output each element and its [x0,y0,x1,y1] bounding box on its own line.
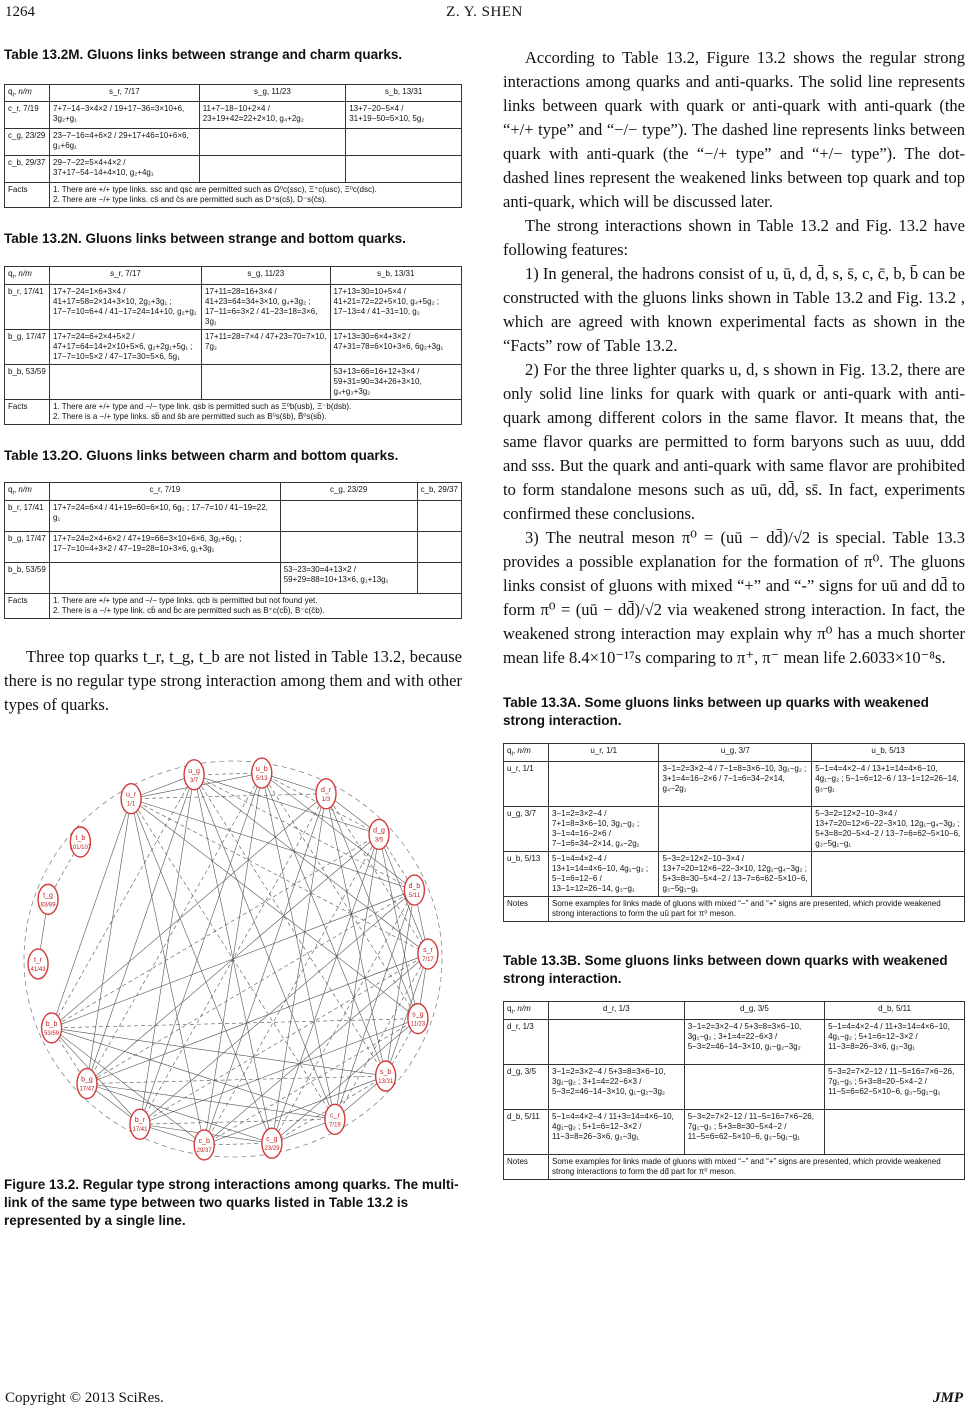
quark-node [369,820,389,850]
column-header: s_g, 11/23 [202,267,331,285]
table-cell: 53+13=66=16+12+3×4 / 59+31=90=34+26+3×10, g₄+g₃+3g₂ [330,364,461,399]
fact-item: 1. There are +/+ type links. ssc and qsc are permitted such as Ω⁰c(ssc), Ξ⁺c(usc), Ξ⁰c(dsc). [53,185,377,195]
table-cell: 5−3=2=7×2−12 / 11−5=16=7×6−26, 7g₁−g₃ ; 5+3=8=20−5×4−2 / 11−5=6=62−5×10−6, g₃−5g₁−g₁ [825,1065,965,1110]
table-cell: 5−1=4=4×2−4 / 13+1=14=4×6−10, 4g₁−g₂ ; 5−1=6=12−6 / 13−1=12=26−14, g₃−g₁ [812,762,965,807]
table-header-row [5,84,462,102]
row-label: d_b, 5/11 [504,1110,549,1155]
table-cell [825,1110,965,1155]
quark-node [28,949,48,979]
table-13-3b-caption: Table 13.3B. Some gluons links between down quarks with weakened strong interaction. [503,953,948,986]
corner-cell: $q_i$, n/m [504,1002,549,1020]
quark-node-ratio: 1/1 [126,802,136,809]
notes-text: Some examples for links made of gluons with mixed “−” and “+” signs are presented, which provide weakened strong interactions to form the dd̄ part for π⁰ meson. [552,1157,941,1177]
quark-link [272,794,326,1143]
facts-label: Notes [504,1155,549,1180]
row-label: b_r, 17/41 [5,501,50,532]
quark-node [262,1129,282,1159]
table-row [5,364,462,399]
facts-row [5,183,462,208]
quark-link [131,794,326,799]
quark-node [42,1013,62,1043]
table-cell: 5−3=2=12×2−10−3×4 / 13+7=20=12×6−22−3×10, 12g₁−g₄−3g₂ ; 5+3=8=20−5×4−2 / 13−7=6=62−5×10−6, g₃−5g₁−g₁ [812,807,965,852]
table-cell [659,807,812,852]
table-13-2n-caption: Table 13.2N. Gluons links between strange and bottom quarks. [4,231,406,247]
quark-node-label: c_g [266,1136,278,1144]
quark-node-label: u_b [255,766,268,774]
table-cell [199,156,346,183]
table-cell: 13+7−20−5×4 / 31+19−50=5×10, 5g₂ [346,102,462,129]
row-label: c_g, 23/29 [5,129,50,156]
table-row [504,762,965,807]
facts-cell [549,897,965,922]
quark-node-label: c_b [198,1138,210,1146]
quark-node [184,760,204,790]
quark-node-ratio: 3/5 [374,837,384,844]
table-cell: 3−1=2=3×2−4 / 5+3=8=3×6−10, 3g₁−g₂ ; 3+1=4=22−6×3 / 5−3=2=46−14−3×10, g₁−g₂−3g₂ [684,1020,824,1065]
row-label: b_r, 17/41 [5,284,50,329]
table-cell: 23−7−16=4+6×2 / 29+17+46=10+6×6, g₂+6g₁ [50,129,200,156]
row-label: u_r, 1/1 [504,762,549,807]
fact-item: 1. There are +/+ type and −/− type link. qsb is permitted such as Ξ⁰b(usb), Ξ⁻b(dsb). [53,401,352,411]
quark-link [194,775,386,1076]
table-cell: 17+13=30=10+5×4 / 41+21=72=22+5×10, g₄+5g₂ ; 17−13=4 / 41−31=10, g₂ [330,284,461,329]
fact-item: 2. There is a −/+ type links. sb̄ and s̄b are permitted such as B⁰s(s̄b), B̄⁰s(sb̄). [53,411,327,421]
paragraph-feature-3: 3) The neutral meson π⁰ = (uū − dd̄)/√2 is special. Table 13.3 provides a possible explanation for the formation of π⁰. The gluons links consist of gluons with mixed “+” and “-” signs for uū and dd̄ to form π⁰ = (uū − dd̄)/√2 via weakened strong interaction. In fact, the weakened strong interaction may explain why π⁰ has a much shorter mean life 8.4×10⁻¹⁷s comparing to π⁺, π⁻ mean life 2.6033×10⁻⁸s. [503,528,965,667]
table-cell: 17+7=24=6+2×4+5×2 / 47+17=64=14+2×10+5×6, g₂+2g₁+5g₁ ; 17−7=10=5×2 / 47−17=30=5×6, 5g₁ [50,329,202,364]
figure-13-2 [4,747,462,1172]
table-row [504,852,965,897]
quark-link [87,1084,335,1120]
table-cell: 17+7=24=2×4+6×2 / 47+19=66=3×10+6×6, 3g₁+6g₁ ; 17−7=10=4+3×2 / 47−19=28=10+3×6, g₁+3g₁ [50,532,281,563]
quark-node-ratio: 83/89 [40,902,56,909]
table-cell [280,532,417,563]
quark-node-label: s_r [423,947,433,955]
column-header: s_r, 7/17 [50,267,202,285]
quark-node-label: b_b [45,1021,58,1029]
table-cell [50,563,281,594]
table-cell [202,364,331,399]
quark-link [140,773,262,1124]
table-row [504,807,965,852]
paragraph-feature-1: 1) In general, the hadrons consist of u, ū, d, d̄, s, s̄, c, c̄, b, b̄ can be constructed with the gluons links shown in Table 13.2 and Fig. 13.2 , which are agreed with known experimental facts as shown in the “Facts” row of Table 13.2. [503,264,965,355]
quark-link [87,799,131,1084]
table-cell: 3−1=2=3×2−4 / 7−1=8=3×6−10, 3g₁−g₂ ; 3+1=4=16−2×6 / 7−1=6=34−2×14, g₄−2g₁ [659,762,812,807]
facts-label: Facts [5,183,50,208]
table-13-2m [4,84,462,209]
column-header: s_g, 11/23 [199,84,346,102]
row-label: c_b, 29/37 [5,156,50,183]
journal-name: JMP [933,1390,963,1406]
facts-row [504,1155,965,1180]
facts-cell [50,183,462,208]
quark-node [252,758,272,788]
table-cell [684,1065,824,1110]
quark-node-label: u_r [126,792,137,800]
quark-link [140,775,194,1124]
column-header: u_g, 3/7 [659,744,812,762]
table-13-3b [503,1001,965,1180]
corner-cell: $q_i$, n/m [504,744,549,762]
table-cell: 5−3=2=7×2−12 / 11−5=16=7×6−26, 7g₁−g₃ ; 5+3=8=30−5×4−2 / 11−5=6=62−5×10−6, g₃−5g₁−g₁ [684,1110,824,1155]
quark-node-ratio: 13/31 [378,1079,394,1086]
quark-link [87,890,414,1084]
table-row [5,501,462,532]
row-label: d_r, 1/3 [504,1020,549,1065]
quark-link [194,775,428,954]
quark-node-ratio: 1/3 [321,797,331,804]
quark-node [130,1110,150,1140]
quark-node-ratio: 23/29 [264,1146,280,1153]
facts-row [5,594,462,619]
table-cell: 5−1=4=4×2−4 / 13+1=14=4×6−10, 4g₁−g₂ ; 5−1=6=12−6 / 13−1=12=26−14, g₃−g₁ [549,852,659,897]
quark-link [204,835,379,1146]
quark-link [204,794,326,1145]
table-cell: 5−3=2=12×2−10−3×4 / 13+7=20=12×6−22−3×10, 12g₁−g₄−3g₂ ; 5+3=8=30−5×4−2 / 13−7=6=62−5×10−6, g₃−5g₁−g₁ [659,852,812,897]
right-column [503,46,965,1180]
table-row [5,156,462,183]
table-13-3a-caption: Table 13.3A. Some gluons links between up quarks with weakened strong interaction. [503,695,929,728]
quark-node-label: b_r [134,1117,146,1125]
facts-cell [50,399,462,424]
table-cell: 5−1=4=4×2−4 / 11+3=14=4×6−10, 4g₁−g₂ ; 5+1=6=12−3×2 / 11−3=8=26−3×6, g₃−3g₁ [549,1110,685,1155]
table-header-row [5,267,462,285]
quark-link [87,1084,272,1144]
quark-node-ratio: 5/13 [255,776,268,783]
column-header: d_b, 5/11 [825,1002,965,1020]
table-cell: 29−7−22=5×4+4×2 / 37+17−54−14+4×10, g₂+4g₁ [50,156,200,183]
quark-node-label: d_r [320,787,332,795]
row-label: c_r, 7/19 [5,102,50,129]
quark-link-diagram [4,747,462,1172]
table-cell [346,129,462,156]
quark-node-label: d_g [373,827,385,835]
table-cell [280,501,417,532]
paragraph-intro: According to Table 13.2, Figure 13.2 shows the regular strong interactions among quarks and anti-quarks. The solid line represents links between quark with quark or anti-quark with anti-quark (the “+/+ type” and “−/− type”). The dashed line represents links between quark with anti-quark (the “−/+ type” and “+/− type”). The dot-dashed lines represent the weakened links between top quark and top anti-quark, which will be discussed later. [503,48,965,211]
table-cell: 3−1=2=3×2−4 / 7+1=8=3×6−10, 3g₁−g₂ ; 3−1=4=16−2×6 / 7−1=6=34−2×14, g₄−2g₁ [549,807,659,852]
quark-link [335,890,414,1119]
quark-link [87,954,428,1084]
quark-node-label: s_b [379,1069,392,1077]
table-header-row [504,1002,965,1020]
row-label: b_g, 17/47 [5,329,50,364]
facts-row [5,399,462,424]
column-header: u_b, 5/13 [812,744,965,762]
quark-link [52,1028,205,1145]
table-13-3a [503,743,965,922]
table-cell: 17+7=24=6×4 / 41+19=60=6×10, 6g₂ ; 17−7=10 / 41−19=22, g₁ [50,501,281,532]
table-row [5,284,462,329]
fact-item: 2. There is a −/+ type link. cb̄ and b̄c are permitted such as B⁺c(cb̄), B⁻c(c̄b). [53,606,325,616]
table-row [504,1110,965,1155]
quark-node-ratio: 41/43 [30,967,46,974]
quark-node-ratio: 11/23 [410,1022,426,1029]
quark-node-label: s_g [412,1012,424,1020]
quark-node [418,939,438,969]
page-number: 1264 [5,4,35,20]
column-header: c_g, 23/29 [280,483,417,501]
quark-node-ratio: 17/41 [132,1127,148,1134]
column-header: c_r, 7/19 [50,483,281,501]
quark-node-ratio: 5/11 [408,893,421,900]
table-cell [417,501,461,532]
row-label: u_g, 3/7 [504,807,549,852]
quark-node [121,784,141,814]
row-label: b_b, 53/59 [5,563,50,594]
quark-link [326,794,428,954]
quark-node-label: t_g [43,892,53,900]
table-cell: 5−1=4=4×2−4 / 11+3=14=4×6−10, 4g₁−g₂ ; 5+1=6=12−3×2 / 11−3=8=26−3×6, g₃−3g₁ [825,1020,965,1065]
running-author: Z. Y. SHEN [446,4,523,20]
column-header: d_g, 3/5 [684,1002,824,1020]
table-cell [549,1020,685,1065]
row-label: u_b, 5/13 [504,852,549,897]
row-label: d_g, 3/5 [504,1065,549,1110]
table-cell [50,364,202,399]
facts-cell [549,1155,965,1180]
column-header: c_b, 29/37 [417,483,461,501]
quark-node-ratio: 17/47 [79,1087,95,1094]
left-column [4,46,462,1229]
copyright: Copyright © 2013 SciRes. [5,1390,164,1406]
quark-node-ratio: 3/7 [189,778,199,785]
table-cell [417,532,461,563]
column-header: s_b, 13/31 [330,267,461,285]
quark-link [52,775,194,1028]
table-cell [812,852,965,897]
quark-node-label: t_r [33,957,43,965]
quark-node [408,1004,428,1034]
facts-label: Facts [5,399,50,424]
corner-cell: $q_i$, n/m [5,483,50,501]
quark-link [262,773,418,1019]
facts-label: Notes [504,897,549,922]
table-cell: 11+7−18−10+2×4 / 23+19+42=22+2×10, g₄+2g₂ [199,102,346,129]
table-13-2o [4,482,462,619]
column-header: u_r, 1/1 [549,744,659,762]
table-row [5,563,462,594]
facts-cell [50,594,462,619]
quark-link [335,954,428,1119]
page-header [0,4,969,30]
quark-node-label: u_g [188,768,200,776]
column-header: s_b, 13/31 [346,84,462,102]
quark-link [140,954,428,1124]
paragraph-features: The strong interactions shown in Table 13.2 and Fig. 13.2 have following features: [503,216,965,259]
table-row [5,129,462,156]
quark-node-ratio: 29/37 [196,1148,212,1155]
quark-node-label: d_b [408,883,421,891]
table-header-row [504,744,965,762]
figure-13-2-caption: Figure 13.2. Regular type strong interactions among quarks. The multi-link of the same type between two quarks listed in Table 13.2 is represented by a single line. [4,1177,459,1228]
table-13-2o-caption: Table 13.2O. Gluons links between charm and bottom quarks. [4,447,399,463]
quark-node-ratio: 53/59 [44,1031,60,1038]
row-label: b_g, 17/47 [5,532,50,563]
quark-node [316,779,336,809]
top-quark-note: Three top quarks t_r, t_g, t_b are not listed in Table 13.2, because there is no regular type strong interaction among them and with other types of quarks. [4,647,462,715]
quark-link [386,890,415,1076]
table-13-2m-caption: Table 13.2M. Gluons links between strange and charm quarks. [4,47,403,62]
paragraph-feature-2: 2) For the three lighter quarks u, d, s shown in Fig. 13.2, there are only solid line links for quark with quark or anti-quark with anti-quark among different colors in the same flavor. It means that, the same flavor quarks are permitted to form baryons such as uuu, ddd and sss. But the quark and anti-quark with same flavor are prohibited to form standalone mesons such as uū, dd̄, ss̄. In fact, experiments confirmed these conclusions. [503,360,965,523]
quark-node-ratio: 7/19 [329,1122,341,1129]
corner-cell: $q_i$, n/m [5,84,50,102]
table-row [5,102,462,129]
table-row [504,1065,965,1110]
table-header-row [5,483,462,501]
quark-node [404,875,424,905]
table-cell: 17+7−24=1×6+3×4 / 41+17=58=2×14+3×10, 2g₂+3g₁ ; 17−7=10=6+4 / 41−17=24=14+10, g₂+g₁ [50,284,202,329]
quark-node [38,885,58,915]
quark-node [376,1061,396,1091]
column-header: s_r, 7/17 [50,84,200,102]
column-header: d_r, 1/3 [549,1002,685,1020]
table-cell: 17+13=30=6×4+3×2 / 47+31=78=6×10+3×6, 6g₂+3g₁ [330,329,461,364]
fact-item: 1. There are +/+ type and −/− type links. qcb is permitted but not found yet. [53,596,318,606]
fact-item: 2. There are −/+ type links. cs̄ and c̄s are permitted such as D⁺s(cs̄), D⁻s(c̄s). [53,195,327,205]
quark-node [325,1105,345,1135]
table-cell [417,563,461,594]
table-row [5,532,462,563]
quark-link [52,1028,386,1076]
quark-link [272,890,414,1143]
table-cell [346,156,462,183]
table-row [5,329,462,364]
row-label: b_b, 53/59 [5,364,50,399]
table-cell [549,762,659,807]
quark-node [77,1069,97,1099]
quark-link [52,799,131,1028]
table-cell: 17+11=28=7×4 / 47+23=70=7×10, 7g₂ [202,329,331,364]
corner-cell: $q_i$, n/m [5,267,50,285]
quark-node-ratio: 7/17 [422,957,434,964]
quark-node [194,1130,214,1160]
table-cell: 17+11=28=16+3×4 / 41+23=64=34+3×10, g₄+3g₂ ; 17−11=6=3×2 / 41−23=18=3×6, 3g₁ [202,284,331,329]
notes-text: Some examples for links made of gluons with mixed “−” and “+” signs are presented, which provide weakened strong interactions to form the uū part for π⁰ meson. [552,899,941,919]
quark-link [194,775,379,835]
table-row [504,1020,965,1065]
quark-node-label: c_r [330,1112,340,1120]
table-cell [199,129,346,156]
facts-row [504,897,965,922]
quark-node-label: t_b [75,835,86,843]
facts-label: Facts [5,594,50,619]
page-footer [0,1390,969,1410]
table-cell: 53−23=30=4+13×2 / 59+29=88=10+13×6, g₁+13g₁ [280,563,417,594]
table-cell: 7+7−14−3×4×2 / 19+17−36=3×10+6, 3g₂+g₁ [50,102,200,129]
quark-node-label: b_g [81,1077,93,1085]
table-13-2n [4,266,462,425]
quark-node [70,827,92,857]
table-cell: 3−1=2=3×2−4 / 5+3=8=3×6−10, 3g₁−g₂ ; 3+1=4=22−6×3 / 5−3=2=46−14−3×10, g₁−g₂−3g₂ [549,1065,685,1110]
quark-link [262,773,415,890]
quark-link [140,890,414,1124]
quark-node-ratio: 101/107 [69,845,92,852]
